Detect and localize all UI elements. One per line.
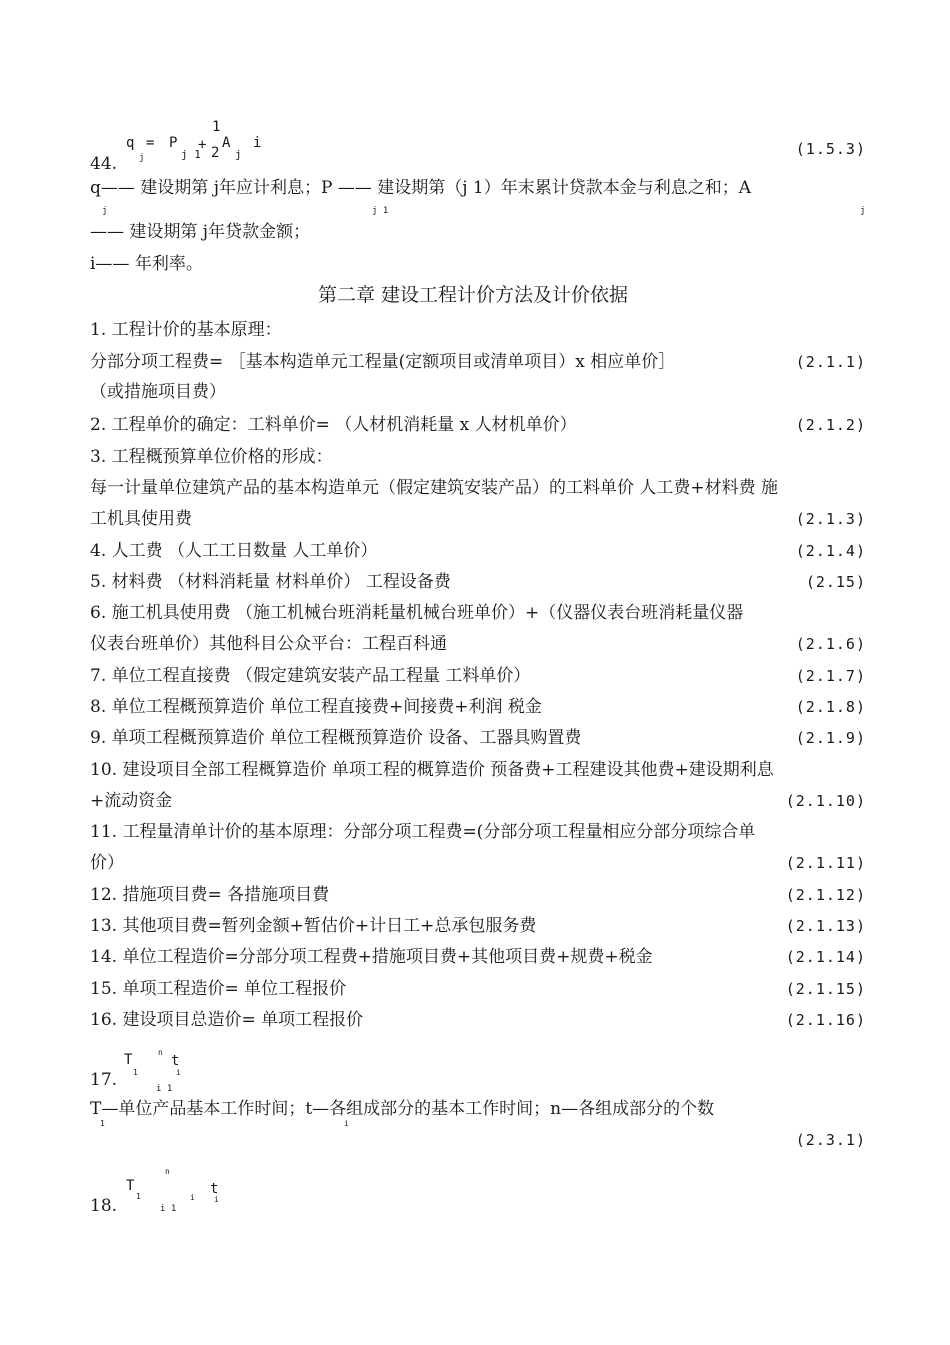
item-6-line-2: 仪表台班单价）其他科目公众平台：工程百科通: [90, 634, 447, 654]
item-14: 14. 单位工程造价=分部分项工程费+措施项目费+其他项目费+规费+税金: [90, 947, 653, 967]
formula-18-T: T: [126, 1178, 135, 1194]
item-15: 15. 单项工程造价= 单位工程报价: [90, 979, 347, 999]
formula-18-T-subscript: 1: [136, 1192, 141, 1201]
formula-i: i: [253, 135, 262, 151]
definition-line-2: —— 建设期第 j年贷款金额；: [90, 222, 311, 242]
definition-subscript-q: j: [102, 206, 108, 216]
formula-17-t: t: [171, 1053, 180, 1069]
equation-number-1-5-3: (1.5.3): [795, 140, 866, 158]
equation-number-2-1-1: (2.1.1): [795, 353, 866, 371]
formula-18-sum-lower: i 1: [160, 1204, 177, 1214]
item-3-line-2: 工机具使用费: [90, 509, 192, 529]
equation-number-2-1-8: (2.1.8): [795, 698, 866, 716]
formula-P: P: [169, 135, 178, 151]
equation-number-2-1-4: (2.1.4): [795, 542, 866, 560]
item-1-formula: 分部分项工程费= ［基本构造单元工程量(定额项目或清单项目）x 相应单价］: [90, 352, 676, 372]
formula-P-subscript: j 1: [181, 148, 201, 161]
formula-q: q: [126, 135, 135, 151]
chapter-title: 第二章 建设工程计价方法及计价依据: [318, 284, 629, 306]
formula-plus: +: [198, 137, 207, 153]
item-3-heading: 3. 工程概预算单位价格的形成：: [90, 447, 333, 467]
equation-number-2-1-6: (2.1.6): [795, 635, 866, 653]
formula-18-i: i: [190, 1193, 195, 1202]
formula-18-t-subscript: i: [214, 1195, 219, 1204]
equation-number-2-1-7: (2.1.7): [795, 667, 866, 685]
formula-17-sum-upper: n: [158, 1048, 163, 1057]
definition-2-3-1-line: T—单位产品基本工作时间；t—各组成部分的基本工作时间；n—各组成部分的个数: [90, 1099, 715, 1119]
formula-A: A: [222, 135, 231, 151]
formula-fraction-denominator: 2: [211, 145, 220, 161]
item-12: 12. 措施项目费= 各措施项目費: [90, 885, 330, 905]
item-2: 2. 工程单价的确定：工料单价= （人材机消耗量 x 人材机单价）: [90, 415, 577, 435]
equation-number-2-1-15: (2.1.15): [785, 980, 866, 998]
item-16: 16. 建设项目总造价= 单项工程报价: [90, 1010, 364, 1030]
formula-A-subscript: j: [235, 148, 242, 161]
equation-number-2-1-16: (2.1.16): [785, 1011, 866, 1029]
equation-number-2-3-1: (2.3.1): [795, 1131, 866, 1149]
item-8: 8. 单位工程概预算造价 单位工程直接费+间接费+利润 税金: [90, 697, 542, 717]
formula-q-subscript: j: [139, 153, 145, 163]
definition-line-3: i—— 年利率。: [90, 254, 203, 274]
equation-number-2-1-2: (2.1.2): [795, 416, 866, 434]
equation-number-2-15: (2.15): [805, 573, 866, 591]
definition-subscript-A: j: [860, 206, 866, 216]
equation-number-2-1-14: (2.1.14): [785, 948, 866, 966]
item-3-line-1: 每一计量单位建筑产品的基本构造单元（假定建筑安装产品）的工料单价 人工费+材料费 施: [90, 478, 779, 498]
item-10-line-2: +流动资金: [90, 791, 173, 811]
formula-17-t-subscript: i: [176, 1068, 181, 1077]
formula-equals: =: [146, 135, 155, 151]
item-11-line-2: 价）: [90, 853, 124, 873]
equation-number-2-1-12: (2.1.12): [785, 886, 866, 904]
formula-17-T-subscript: 1: [133, 1068, 138, 1077]
equation-number-2-1-3: (2.1.3): [795, 510, 866, 528]
formula-18-sum-upper: n: [165, 1167, 170, 1176]
item-5: 5. 材料费 （材料消耗量 材料单价） 工程设备费: [90, 572, 451, 592]
formula-18-t: t: [210, 1181, 219, 1197]
formula-fraction-numerator: 1: [212, 119, 221, 135]
formula-17-sum-lower: i 1: [156, 1084, 173, 1094]
item-4: 4. 人工费 （人工工日数量 人工单价）: [90, 541, 378, 561]
definition-line-1: q—— 建设期第 j年应计利息；P —— 建设期第（j 1）年末累计贷款本金与利息之和；A: [90, 178, 751, 198]
definition-subscript-P: j 1: [372, 206, 389, 216]
item-number-44: 44.: [90, 154, 118, 174]
definition-2-3-1-T-subscript: 1: [100, 1119, 105, 1128]
definition-2-3-1-t-subscript: i: [344, 1119, 349, 1128]
formula-17-T: T: [124, 1052, 133, 1068]
equation-number-2-1-10: (2.1.10): [785, 792, 866, 810]
item-6-line-1: 6. 施工机具使用费 （施工机械台班消耗量机械台班单价）+（仪器仪表台班消耗量仪器: [90, 603, 744, 623]
item-1-continuation: （或措施项目费）: [90, 382, 226, 402]
item-9: 9. 单项工程概预算造价 单位工程概预算造价 设备、工器具购置费: [90, 728, 582, 748]
equation-number-2-1-13: (2.1.13): [785, 917, 866, 935]
item-1-heading: 1. 工程计价的基本原理：: [90, 320, 282, 340]
item-7: 7. 单位工程直接费 （假定建筑安装产品工程量 工料单价）: [90, 666, 531, 686]
item-number-18: 18.: [90, 1196, 118, 1216]
item-10-line-1: 10. 建设项目全部工程概算造价 单项工程的概算造价 预备费+工程建设其他费+建设期利息: [90, 760, 774, 780]
item-11-line-1: 11. 工程量清单计价的基本原理：分部分项工程费=(分部分项工程量相应分部分项综合单: [90, 822, 756, 842]
item-13: 13. 其他项目费=暂列金额+暂估价+计日工+总承包服务费: [90, 916, 537, 936]
equation-number-2-1-9: (2.1.9): [795, 729, 866, 747]
equation-number-2-1-11: (2.1.11): [785, 854, 866, 872]
item-number-17: 17.: [90, 1070, 118, 1090]
